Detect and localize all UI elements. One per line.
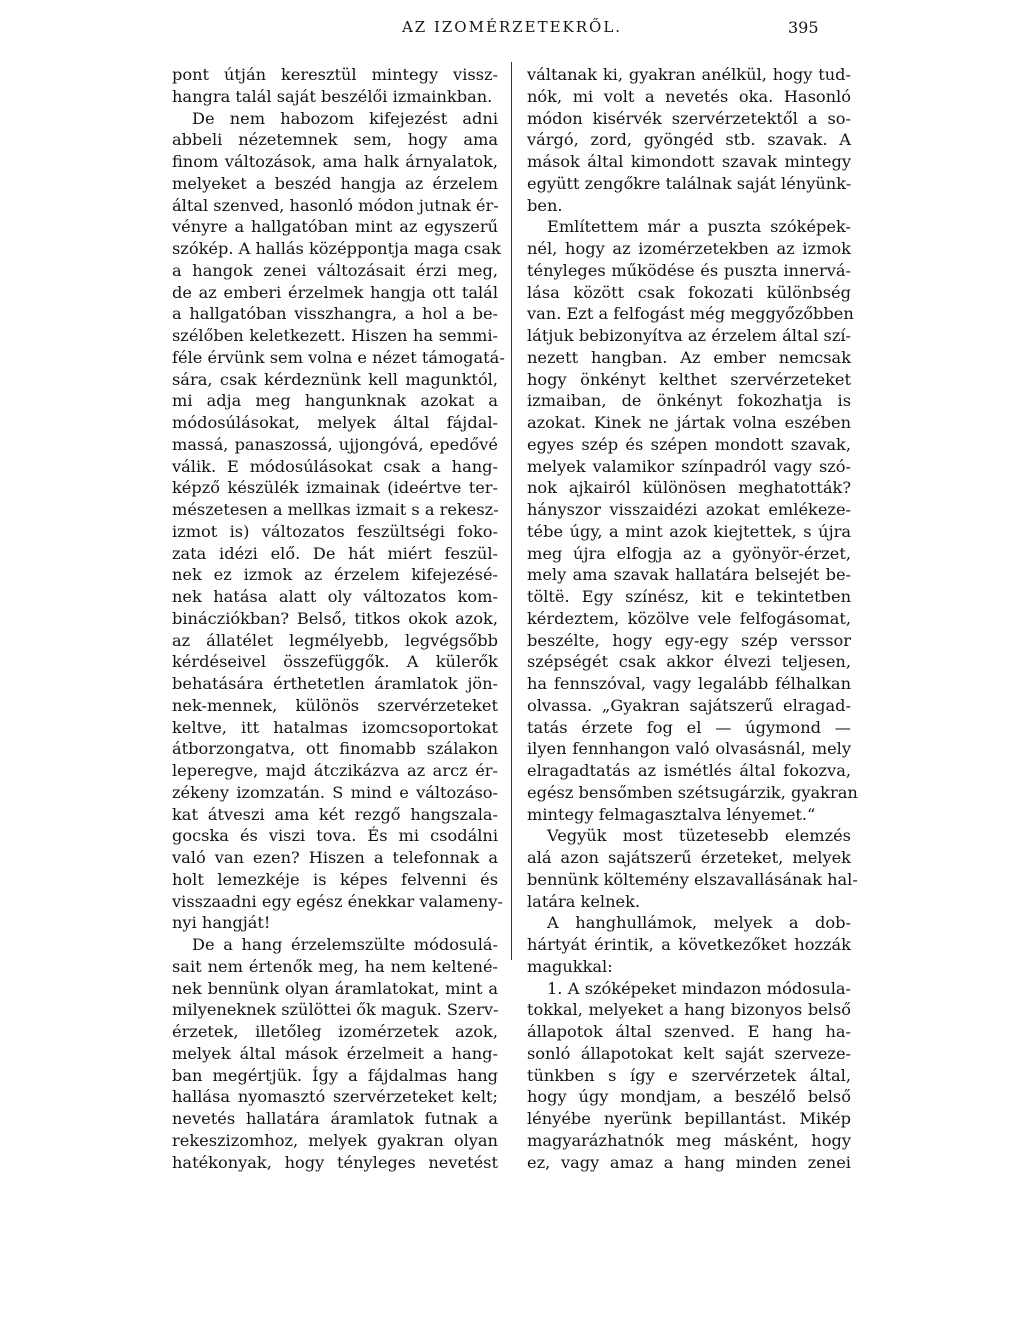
text-line: érzetek, illetőleg izomérzetek azok, — [172, 1022, 498, 1041]
text-line: nek-mennek, különös szervérzeteket — [172, 695, 498, 715]
text-line: látjuk bebizonyítva az érzelem által szí- — [527, 326, 851, 345]
text-line: várgó, zord, gyöngéd stb. szavak. A — [527, 130, 851, 150]
left-column — [172, 64, 505, 1173]
text-line: hányszor visszaidézi azokat emlékeze- — [527, 500, 851, 519]
text-line: elragadtatás az ismétlés által fokozva, — [527, 761, 851, 780]
text-line: sonló állapotokat kelt saját szerveze- — [527, 1043, 851, 1063]
text-line: keltve, itt hatalmas izomcsoportokat — [172, 717, 498, 737]
text-line: melyek által mások érzelmeit a hang- — [172, 1043, 498, 1063]
text-line: holt lemezkéje is képes felvenni és — [172, 869, 498, 889]
text-line: van. Ezt a felfogást még meggyőzőbben — [527, 304, 854, 324]
right-column — [527, 64, 858, 1173]
text-line: rekeszizomhoz, melyek gyakran olyan — [172, 1130, 498, 1150]
text-line: hogy önkényt kelthet szervérzeteket — [527, 369, 851, 389]
text-line: nél, hogy az izomérzetekben az izmok — [527, 239, 851, 258]
text-line: Említettem már a puszta szóképek- — [547, 217, 851, 237]
text-line: A hanghullámok, melyek a dob- — [547, 913, 851, 933]
text-line: behatására érthetetlen áramlatok jön- — [172, 674, 498, 693]
text-line: nók, mi volt a nevetés oka. Hasonló — [527, 86, 851, 106]
text-line: nezett hangban. Az ember nemcsak — [527, 347, 851, 367]
text-line: mészetesen a mellkas izmait s a rekesz- — [172, 500, 499, 519]
text-line: azokat. Kinek ne jártak volna eszében — [527, 413, 851, 432]
text-line: izmaiban, de önkényt fokozhatja is — [527, 391, 851, 411]
text-line: szókép. A hallás középpontja maga csak — [172, 239, 501, 258]
text-line: olvassa. „Gyakran sajátszerű elragad- — [527, 695, 851, 715]
text-line: hogy úgy mondjam, a beszélő belső — [527, 1087, 851, 1107]
text-line: finom változások, ama halk árnyalatok, — [172, 152, 498, 171]
text-line: átborzongatva, ott finomabb szálakon — [172, 739, 498, 759]
text-line: kérdéseivel összefüggők. A külerők — [172, 652, 498, 672]
text-line: melyeket a beszéd hangja az érzelem — [172, 173, 498, 193]
text-line: hártyát érintik, a következőket hozzák — [527, 935, 851, 954]
text-line: tébe úgy, a mint azok kiejtettek, s újra — [527, 521, 851, 541]
column-divider — [511, 62, 512, 960]
text-line: ez, vagy amaz a hang minden zenei — [527, 1152, 851, 1172]
text-line: magukkal: — [527, 956, 613, 976]
text-line: abbeli nézetemnek sem, hogy ama — [172, 130, 498, 150]
text-line: tatás érzete fog el — úgymond — — [527, 717, 851, 737]
text-line: latára kelnek. — [527, 891, 641, 911]
text-line: nyi hangját! — [172, 913, 271, 933]
page-number: 395 — [788, 18, 819, 37]
text-line: a hallgatóban visszhangra, a hol a be- — [172, 304, 498, 324]
text-line: izmot is) változatos feszültségi foko- — [172, 521, 498, 541]
text-line: együtt zengőkre találnak saját lényünk- — [527, 173, 852, 193]
text-line: által szenved, hasonló módon jutnak ér- — [172, 195, 499, 215]
text-line: tokkal, melyeket a hang bizonyos belső — [527, 1000, 851, 1020]
text-line: tünkben s így e szervérzetek által, — [527, 1065, 851, 1085]
text-line: zata idézi elő. De hát miért feszül- — [172, 543, 498, 563]
text-line: nek bennünk olyan áramlatokat, mint a — [172, 978, 498, 998]
text-line: szélőben keletkezett. Hiszen ha semmi- — [172, 326, 498, 345]
text-line: a hangok zenei változásait érzi meg, — [172, 260, 498, 280]
text-line: képző készülék izmainak (ideértve ter- — [172, 478, 498, 498]
text-line: kérdeztem, közölve vele felfogásomat, — [527, 608, 851, 628]
text-line: egyes szép és szépen mondott szavak, — [527, 434, 851, 454]
text-line: váltanak ki, gyakran anélkül, hogy tud- — [527, 65, 851, 84]
text-line: visszaadni egy egész énekkar valameny- — [172, 891, 503, 911]
text-line: nek ez izmok az érzelem kifejezésé- — [172, 565, 498, 585]
text-line: ha fennszóval, vagy legalább félhalkan — [527, 674, 851, 693]
text-line: való van ezen? Hiszen a telefonnak a — [172, 848, 498, 867]
text-line: sait nem értenők meg, ha nem keltené- — [172, 956, 498, 976]
text-line: egész bensőmben szétsugárzik, gyakran — [527, 782, 858, 802]
text-line: De nem habozom kifejezést adni — [192, 108, 498, 128]
text-line: töltë. Egy színész, kit e tekintetben — [527, 587, 851, 606]
text-line: az állatélet legmélyebb, legvégsőbb — [172, 630, 498, 650]
text-line: állapotok által szenved. E hang ha- — [527, 1022, 851, 1041]
text-line: nek hatása alatt oly változatos kom- — [172, 587, 498, 606]
text-line: sára, csak kérdeznünk kell magunktól, — [172, 369, 498, 389]
text-line: tényleges működése és puszta innervá- — [527, 260, 851, 280]
text-line: binácziókban? Belső, titkos okok azok, — [172, 608, 498, 628]
text-line: ilyen fennhangon való olvasásnál, mely — [527, 739, 851, 759]
text-line: hallása nyomasztó szervérzeteket kelt; — [172, 1087, 498, 1107]
text-line: hangra talál saját beszélői izmainkban. — [172, 86, 493, 106]
text-line: de az emberi érzelmek hangja ott talál — [172, 282, 498, 302]
text-line: ben. — [527, 195, 563, 215]
text-line: nok ajkairól különösen meghatották? — [527, 478, 851, 498]
text-line: ban megértjük. Így a fájdalmas hang — [172, 1065, 498, 1085]
text-line: lényébe nyerünk bepillantást. Mikép — [527, 1109, 851, 1128]
text-line: módosúlásokat, melyek által fájdal- — [172, 413, 498, 432]
text-line: beszélte, hogy egy-egy szép verssor — [527, 630, 851, 650]
text-line: mások által kimondott szavak mintegy — [527, 152, 851, 171]
text-line: milyeneknek szülöttei ők maguk. Szerv- — [172, 1000, 499, 1020]
text-line: lása között csak fokozati különbség — [527, 282, 851, 302]
text-line: vényre a hallgatóban mint az egyszerű — [172, 217, 498, 237]
text-line: szépségét csak akkor élvezi teljesen, — [527, 652, 851, 672]
text-line: gocska és viszi tova. És mi csodálni — [172, 826, 498, 846]
text-line: melyek valamikor színpadról vagy szó- — [527, 456, 851, 476]
text-line: válik. E módosúlásokat csak a hang- — [172, 456, 498, 476]
text-line: alá azon sajátszerű érzeteket, melyek — [527, 848, 851, 867]
text-line: bennünk költemény elszavallásának hal- — [527, 869, 858, 889]
text-line: hatékonyak, hogy tényleges nevetést — [172, 1152, 498, 1172]
text-line: féle érvünk sem volna e nézet támogatá- — [172, 347, 505, 367]
text-line: massá, panaszossá, ujjongóvá, epedővé — [172, 434, 498, 454]
running-header: AZ IZOMÉRZETEKRŐL. — [401, 18, 623, 36]
text-line: leperegve, majd átczikázva az arcz ér- — [172, 761, 498, 780]
text-line: mintegy felmagasztalva lényemet.“ — [527, 804, 816, 824]
text-line: kat átveszi ama két rezgő hangszala- — [172, 804, 498, 824]
text-line: magyarázhatnók meg másként, hogy — [527, 1130, 851, 1150]
text-line: meg újra elfogja az a gyönyör-érzet, — [527, 543, 851, 563]
text-line: zékeny izomzatán. S mind e változáso- — [172, 782, 498, 802]
text-line: nevetés hallatára áramlatok futnak a — [172, 1109, 498, 1128]
text-line: De a hang érzelemszülte módosulá- — [192, 935, 498, 954]
text-line: Vegyük most tüzetesebb elemzés — [547, 826, 851, 846]
text-line: mi adja meg hangunknak azokat a — [172, 391, 498, 411]
text-line: 1. A szóképeket mindazon módosula- — [547, 978, 851, 998]
text-line: módon kisérvék szervérzetektől a so- — [527, 108, 851, 128]
text-line: pont útján keresztül mintegy vissz- — [172, 65, 498, 84]
text-line: mely ama szavak hallatára belsejét be- — [527, 565, 851, 585]
